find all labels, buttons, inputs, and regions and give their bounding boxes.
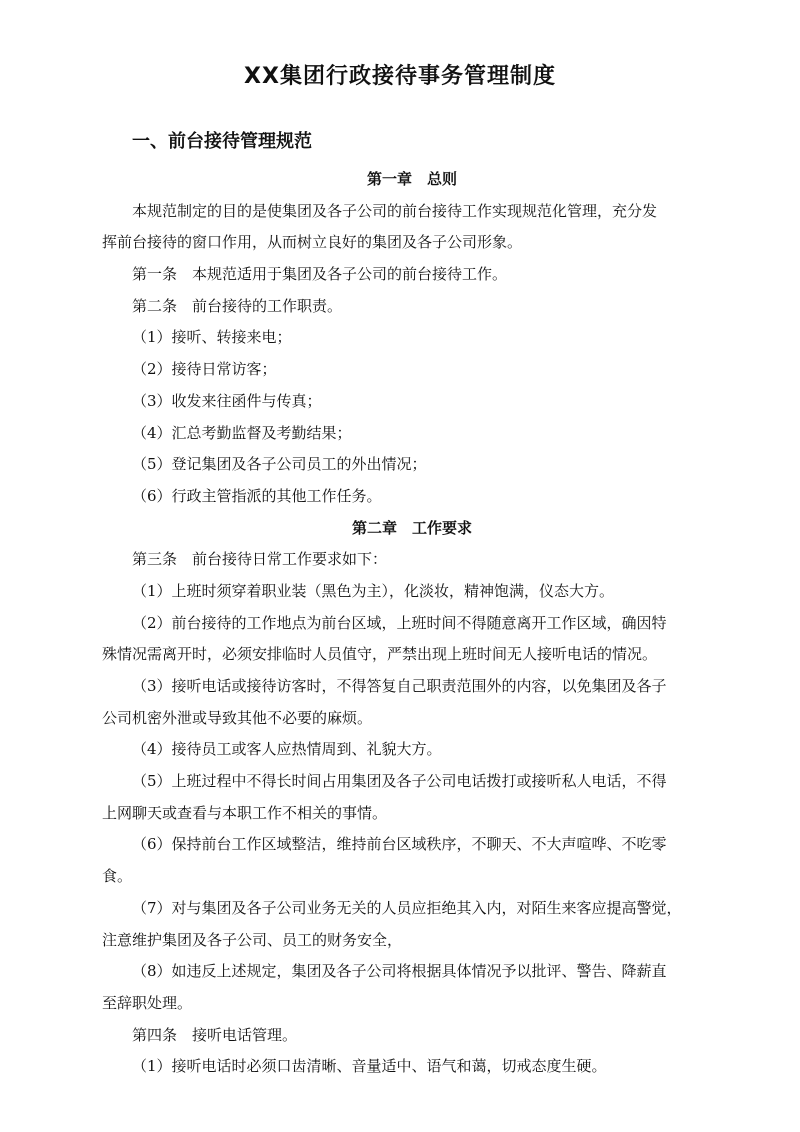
requirement-8 (102, 956, 692, 1019)
duty-item: （2）接待日常访客； (132, 360, 277, 379)
requirement-2 (102, 608, 692, 671)
document-body (102, 164, 692, 1083)
requirement-7-line-1: （7）对与集团及各子公司业务无关的人员应拒绝其入内，对陌生来客应提高警觉， (132, 898, 682, 917)
requirement-6-line-2: 食。 (102, 867, 133, 886)
requirement-5-line-1: （5）上班过程中不得长时间占用集团及各子公司电话拨打或接听私人电话，不得 (132, 772, 667, 791)
requirement-7-line-2: 注意维护集团及各子公司、员工的财务安全， (102, 930, 403, 949)
intro-line-1: 本规范制定的目的是使集团及各子公司的前台接待工作实现规范化管理，充分发 (132, 201, 658, 220)
article-3: 第三条 前台接待日常工作要求如下： (132, 550, 388, 569)
requirement-8-line-2: 至辞职处理。 (102, 993, 193, 1012)
article-1: 第一条 本规范适用于集团及各子公司的前台接待工作。 (132, 265, 508, 284)
duty-item: （6）行政主管指派的其他工作任务。 (132, 486, 382, 505)
requirement-2-line-1: （2）前台接待的工作地点为前台区域，上班时间不得随意离开工作区域，确因特 (132, 613, 667, 632)
requirement-1: （1）上班时须穿着职业装（黑色为主），化淡妆，精神饱满，仪态大方。 (132, 581, 615, 600)
requirement-7 (102, 893, 692, 956)
duty-item: （5）登记集团及各子公司员工的外出情况； (132, 455, 427, 474)
requirement-5 (102, 766, 692, 829)
requirement-6 (102, 829, 692, 892)
chapter-heading-1: 第一章 总则 (366, 170, 457, 188)
article-2: 第二条 前台接待的工作职责。 (132, 296, 343, 315)
requirement-3-line-2: 公司机密外泄或导致其他不必要的麻烦。 (102, 708, 373, 727)
article-4: 第四条 接听电话管理。 (132, 1025, 298, 1044)
section-heading: 一、前台接待管理规范 (132, 131, 312, 152)
requirement-8-line-1: （8）如违反上述规定，集团及各子公司将根据具体情况予以批评、警告、降薪直 (132, 962, 667, 981)
requirement-4: （4）接待员工或客人应热情周到、礼貌大方。 (132, 740, 442, 759)
chapter-heading-2: 第二章 工作要求 (351, 518, 472, 537)
requirement-5-line-2: 上网聊天或查看与本职工作不相关的事情。 (102, 803, 388, 822)
document-title: XX集团行政接待事务管理制度 (244, 64, 556, 89)
requirement-6-line-1: （6）保持前台工作区域整洁，维持前台区域秩序，不聊天、不大声喧哗、不吃零 (132, 835, 667, 854)
phone-rule-1: （1）接听电话时必须口齿清晰、音量适中、语气和蔼，切戒态度生硬。 (132, 1057, 607, 1076)
requirement-3 (102, 671, 692, 734)
requirement-2-line-2: 殊情况需离开时，必须安排临时人员值守，严禁出现上班时间无人接听电话的情况。 (102, 645, 658, 664)
duty-item: （4）汇总考勤监督及考勤结果； (132, 423, 352, 442)
duty-item: （1）接听、转接来电； (132, 328, 292, 347)
intro-paragraph (102, 196, 692, 259)
duty-item: （3）收发来往函件与传真； (132, 391, 322, 410)
requirement-3-line-1: （3）接听电话或接待访客时，不得答复自己职责范围外的内容，以免集团及各子 (132, 677, 667, 695)
intro-line-2: 挥前台接待的窗口作用，从而树立良好的集团及各子公司形象。 (102, 233, 523, 252)
